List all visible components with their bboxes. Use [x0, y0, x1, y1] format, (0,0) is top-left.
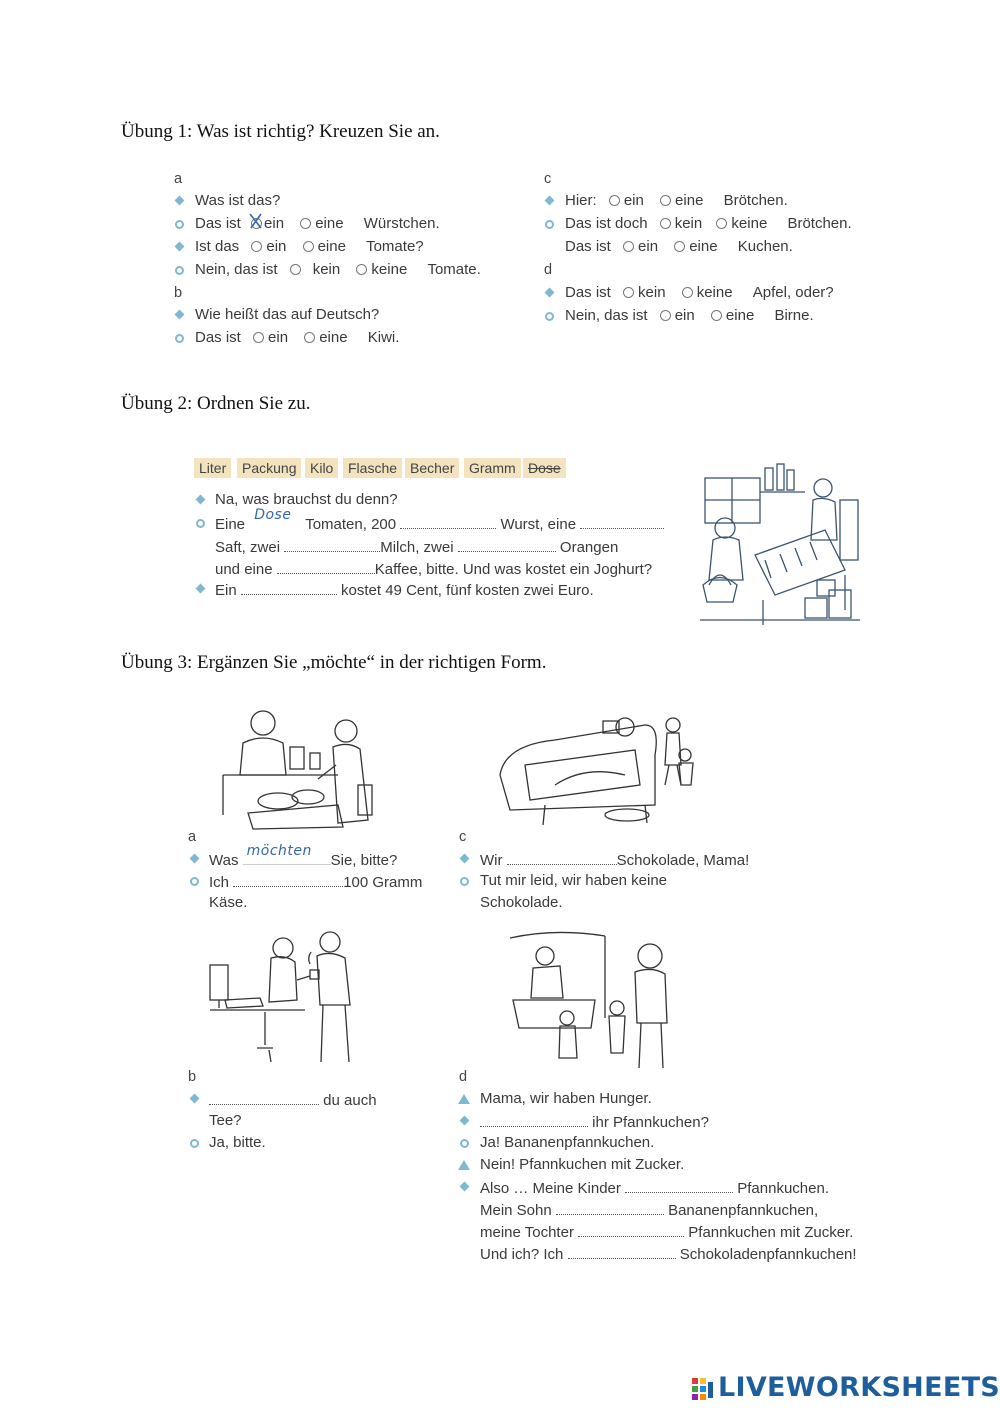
diamond-bullet-icon — [545, 196, 555, 206]
ex3-c-label: c — [459, 829, 467, 845]
liveworksheets-logo-icon — [692, 1378, 714, 1400]
text: Das ist doch — [565, 215, 648, 232]
option-kein: kein — [312, 261, 341, 278]
text: Orangen — [559, 539, 619, 556]
option-eine: eine — [319, 329, 348, 346]
ex1-b-line2 — [195, 329, 399, 347]
ex3-d-line8 — [480, 1244, 857, 1264]
text: Das ist — [195, 215, 241, 232]
gap-input[interactable] — [580, 514, 664, 529]
ring-bullet-icon — [460, 877, 469, 886]
sofa-illustration — [495, 705, 700, 830]
text: Bananenpfannkuchen, — [668, 1202, 819, 1219]
radio-keine[interactable] — [682, 287, 693, 298]
diamond-bullet-icon — [196, 584, 206, 594]
word-kilo[interactable]: Kilo — [305, 458, 338, 478]
noun: Brötchen. — [723, 192, 788, 209]
text: Wurst, eine — [500, 516, 577, 533]
text: 100 Gramm — [343, 874, 423, 891]
ex3-b-line3: Ja, bitte. — [209, 1134, 266, 1151]
liveworksheets-logo: LIVEWORKSHEETS — [718, 1372, 1000, 1403]
ring-bullet-icon — [175, 220, 184, 229]
ring-bullet-icon — [190, 877, 199, 886]
option-ein: ein — [623, 192, 644, 209]
text: Also … Meine Kinder — [480, 1180, 621, 1197]
ex3-a-line2 — [209, 872, 422, 892]
ex2-line4 — [215, 559, 652, 579]
text: Pfannkuchen mit Zucker. — [688, 1224, 854, 1241]
ring-bullet-icon — [196, 519, 205, 528]
option-eine: eine — [315, 215, 344, 232]
radio-eine[interactable] — [303, 241, 314, 252]
text: Eine — [215, 516, 246, 533]
ex3-b-line1 — [209, 1090, 377, 1110]
ring-bullet-icon — [460, 1139, 469, 1148]
diamond-bullet-icon — [175, 242, 185, 252]
shop-illustration — [695, 460, 865, 630]
gap-input[interactable] — [480, 1112, 588, 1127]
ex3-b-line2: Tee? — [209, 1112, 242, 1129]
ex3-d-line6 — [480, 1200, 818, 1220]
gap-input[interactable] — [625, 1178, 733, 1193]
checked-radio[interactable] — [251, 215, 264, 233]
gap-input[interactable] — [556, 1200, 664, 1215]
gap-input[interactable] — [233, 872, 343, 887]
text: Ein — [215, 582, 237, 599]
gap-input[interactable] — [507, 850, 617, 865]
option-ein: ein — [266, 238, 287, 255]
radio-ein[interactable] — [253, 332, 264, 343]
ex1-d-label: d — [544, 262, 553, 278]
ex3-d-line4: Nein! Pfannkuchen mit Zucker. — [480, 1156, 685, 1173]
radio-ein[interactable] — [623, 241, 634, 252]
text: kostet 49 Cent, fünf kosten zwei Euro. — [341, 582, 594, 599]
text: Hier: — [565, 192, 597, 209]
ex3-c-line3: Schokolade. — [480, 894, 563, 911]
diamond-bullet-icon — [196, 495, 206, 505]
noun: Tomate? — [366, 238, 424, 255]
ring-bullet-icon — [175, 266, 184, 275]
text: Tomaten, 200 — [305, 516, 397, 533]
option-eine: eine — [317, 238, 346, 255]
option-keine: keine — [731, 215, 768, 232]
radio-keine[interactable] — [356, 264, 367, 275]
exercise-2-title: Übung 2: Ordnen Sie zu. — [121, 393, 311, 414]
text: Kaffee, bitte. Und was kostet ein Joghurt? — [374, 561, 653, 578]
ex3-d-line1: Mama, wir haben Hunger. — [480, 1090, 652, 1107]
ex3-a-line3: Käse. — [209, 894, 248, 911]
option-keine: keine — [696, 284, 733, 301]
text: Ist das — [195, 238, 240, 255]
ex3-c-line1 — [480, 850, 749, 870]
text: Das ist — [565, 284, 611, 301]
text: Das ist — [565, 238, 611, 255]
ring-bullet-icon — [545, 312, 554, 321]
radio-eine[interactable] — [660, 195, 671, 206]
diamond-bullet-icon — [460, 1116, 470, 1126]
ex1-a-line3 — [195, 238, 424, 256]
ex3-d-label: d — [459, 1069, 468, 1085]
ex1-d-line2 — [565, 307, 814, 325]
ex1-a-label: a — [174, 171, 183, 187]
word-flasche[interactable]: Flasche — [343, 458, 402, 478]
diamond-bullet-icon — [460, 854, 470, 864]
ring-bullet-icon — [545, 220, 554, 229]
text: Pfannkuchen. — [737, 1180, 829, 1197]
ring-bullet-icon — [175, 334, 184, 343]
gap-input[interactable] — [241, 580, 337, 595]
ex1-a-line4 — [195, 261, 481, 279]
option-eine: eine — [675, 192, 704, 209]
text: du auch — [323, 1092, 377, 1109]
gap-input[interactable] — [209, 1090, 319, 1105]
radio-kein[interactable] — [290, 264, 301, 275]
cross-mark-icon — [248, 212, 264, 230]
office-tea-illustration — [205, 930, 380, 1070]
gap-input[interactable] — [568, 1244, 676, 1259]
diamond-bullet-icon — [190, 1094, 200, 1104]
ex3-d-line5 — [480, 1178, 829, 1198]
ex3-d-line3: Ja! Bananenpfannkuchen. — [480, 1134, 655, 1151]
gap-input[interactable] — [277, 559, 375, 574]
ex3-c-line2: Tut mir leid, wir haben keine — [480, 872, 668, 889]
option-ein: ein — [264, 215, 285, 232]
noun: Kuchen. — [737, 238, 793, 255]
text: und eine — [215, 561, 273, 578]
noun: Birne. — [774, 307, 814, 324]
noun: Apfel, oder? — [752, 284, 834, 301]
radio-ein[interactable] — [609, 195, 620, 206]
text: Nein, das ist — [195, 261, 278, 278]
diamond-bullet-icon — [190, 854, 200, 864]
text: Nein, das ist — [565, 307, 648, 324]
handwritten-answer: möchten — [246, 843, 312, 859]
word-liter[interactable]: Liter — [194, 458, 231, 478]
gap-input[interactable] — [458, 537, 556, 552]
option-ein: ein — [674, 307, 695, 324]
cheese-counter-illustration — [218, 705, 393, 830]
ex1-a-line2 — [195, 215, 440, 233]
word-dose-used[interactable]: Dose — [523, 458, 566, 478]
radio-eine[interactable] — [304, 332, 315, 343]
text: Saft, zwei — [215, 539, 281, 556]
ex3-a-label: a — [188, 829, 197, 845]
text: ihr Pfannkuchen? — [592, 1114, 709, 1131]
ex1-d-line1 — [565, 284, 834, 302]
ex1-c-line1 — [565, 192, 788, 210]
diamond-bullet-icon — [175, 196, 185, 206]
option-eine: eine — [725, 307, 755, 324]
option-ein: ein — [268, 329, 289, 346]
option-keine: keine — [371, 261, 408, 278]
diamond-bullet-icon — [460, 1182, 470, 1192]
radio-eine[interactable] — [711, 310, 722, 321]
noun: Würstchen. — [363, 215, 440, 232]
gap-input[interactable] — [400, 514, 496, 529]
triangle-bullet-icon — [458, 1094, 470, 1104]
noun: Brötchen. — [787, 215, 852, 232]
noun: Kiwi. — [367, 329, 400, 346]
gap-filled[interactable] — [243, 843, 331, 865]
ex2-line2 — [215, 507, 664, 534]
radio-ein[interactable] — [660, 310, 671, 321]
text: Sie, bitte? — [330, 852, 398, 869]
ex3-d-line2 — [480, 1112, 709, 1132]
radio-eine[interactable] — [300, 218, 311, 229]
ex3-a-line1 — [209, 843, 398, 870]
handwritten-answer: Dose — [254, 507, 292, 523]
ex1-b-label: b — [174, 285, 183, 301]
gap-input[interactable] — [284, 537, 380, 552]
radio-keine[interactable] — [716, 218, 727, 229]
word-becher[interactable]: Becher — [405, 458, 459, 478]
text: Mein Sohn — [480, 1202, 552, 1219]
ex1-a-line1: Was ist das? — [195, 192, 281, 209]
ex3-b-label: b — [188, 1069, 197, 1085]
option-ein: ein — [638, 238, 659, 255]
diamond-bullet-icon — [545, 288, 555, 298]
text: Milch, zwei — [380, 539, 454, 556]
text: Und ich? Ich — [480, 1246, 564, 1263]
text: Schokolade, Mama! — [616, 852, 750, 869]
text: meine Tochter — [480, 1224, 574, 1241]
noun: Tomate. — [427, 261, 481, 278]
radio-kein[interactable] — [660, 218, 671, 229]
word-gramm[interactable]: Gramm — [464, 458, 521, 478]
gap-input[interactable] — [578, 1222, 684, 1237]
text: Schokoladenpfannkuchen! — [679, 1246, 857, 1263]
triangle-bullet-icon — [458, 1160, 470, 1170]
ex3-d-line7 — [480, 1222, 853, 1242]
ex1-c-line3 — [565, 238, 793, 256]
text: Was — [209, 852, 239, 869]
exercise-3-title: Übung 3: Ergänzen Sie „möchte“ in der richtigen Form. — [121, 652, 547, 673]
option-kein: kein — [674, 215, 703, 232]
pancake-stand-illustration — [505, 928, 690, 1073]
ex1-c-label: c — [544, 171, 552, 187]
word-packung[interactable]: Packung — [237, 458, 301, 478]
text: Das ist — [195, 329, 241, 346]
ex1-c-line2 — [565, 215, 852, 233]
ex1-b-line1: Wie heißt das auf Deutsch? — [195, 306, 380, 323]
text: Wir — [480, 852, 503, 869]
exercise-1-title: Übung 1: Was ist richtig? Kreuzen Sie an. — [121, 121, 440, 142]
option-eine: eine — [689, 238, 718, 255]
option-kein: kein — [638, 284, 666, 301]
gap-filled[interactable] — [249, 507, 305, 529]
text: Ich — [209, 874, 230, 891]
ex2-line5 — [215, 580, 594, 600]
radio-eine[interactable] — [674, 241, 685, 252]
ex2-line1: Na, was brauchst du denn? — [215, 491, 398, 508]
ex2-line3 — [215, 537, 618, 557]
radio-ein[interactable] — [251, 241, 262, 252]
radio-kein[interactable] — [623, 287, 634, 298]
diamond-bullet-icon — [175, 310, 185, 320]
ring-bullet-icon — [190, 1139, 199, 1148]
